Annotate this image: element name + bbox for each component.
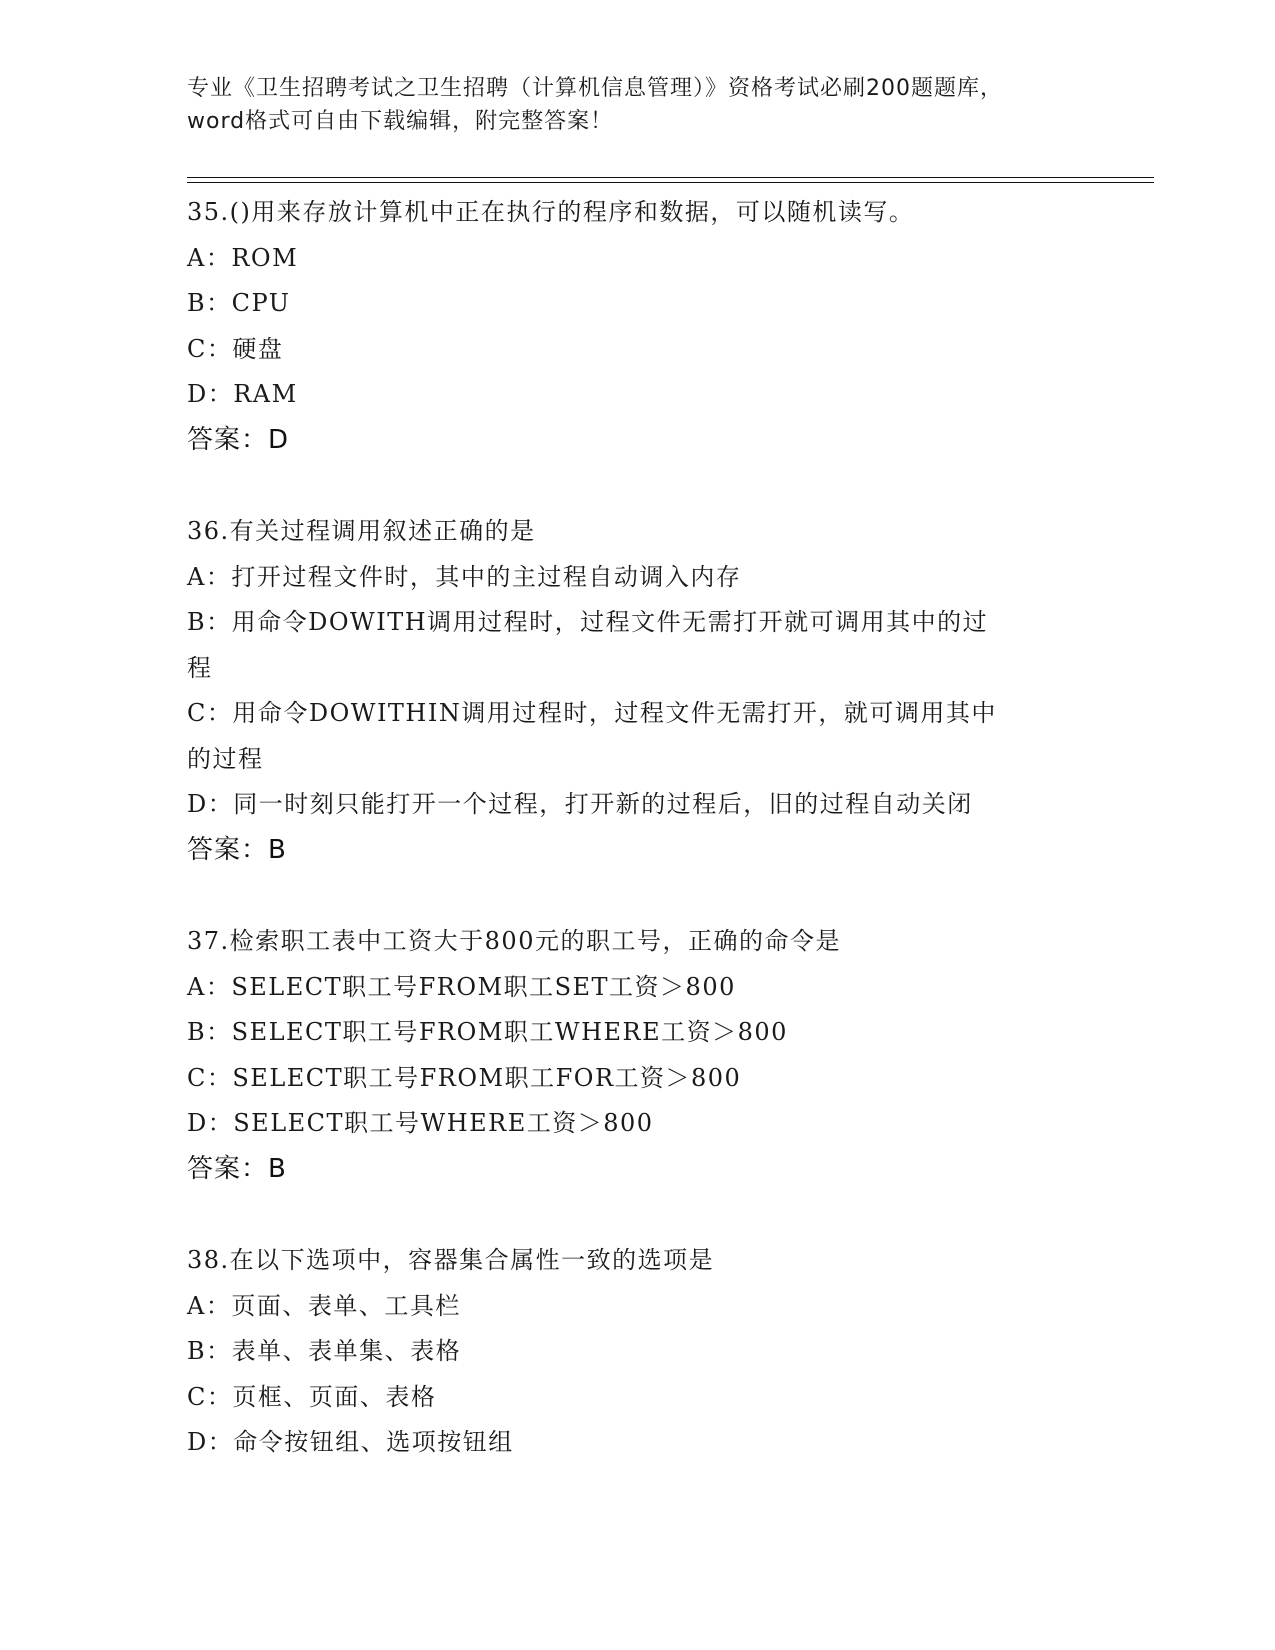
question-stem: 35.()用来存放计算机中正在执行的程序和数据，可以随机读写。	[187, 198, 915, 226]
option-c: C：硬盘	[187, 334, 284, 363]
option-b: B：CPU	[187, 289, 291, 317]
option-c: C：SELECT职工号FROM职工FOR工资＞800	[187, 1063, 742, 1092]
document-header	[187, 72, 1087, 138]
answer-line: 答案：B	[187, 1153, 287, 1184]
option-d: D：同一时刻只能打开一个过程，打开新的过程后，旧的过程自动关闭	[187, 790, 973, 818]
option-b: B：表单、表单集、表格	[187, 1337, 462, 1365]
option-d: D：命令按钮组、选项按钮组	[187, 1428, 514, 1456]
option-a: A：ROM	[187, 243, 299, 272]
option-b-continued: 程	[187, 653, 213, 682]
option-a: A：页面、表单、工具栏	[187, 1291, 461, 1320]
option-d: D：SELECT职工号WHERE工资＞800	[187, 1109, 654, 1137]
option-b: B：SELECT职工号FROM职工WHERE工资＞800	[187, 1018, 788, 1046]
option-c: C：页框、页面、表格	[187, 1382, 437, 1411]
question-stem: 38.在以下选项中，容器集合属性一致的选项是	[187, 1246, 715, 1274]
question-list	[187, 190, 1087, 1512]
option-c-continued: 的过程	[187, 744, 264, 773]
option-d: D：RAM	[187, 380, 298, 408]
question-36	[187, 509, 1087, 873]
question-stem: 37.检索职工表中工资大于800元的职工号，正确的命令是	[187, 927, 841, 955]
header-rule-top	[187, 177, 1154, 178]
option-b: B：用命令DOWITH调用过程时，过程文件无需打开就可调用其中的过	[187, 608, 989, 636]
question-35	[187, 190, 1087, 463]
question-stem: 36.有关过程调用叙述正确的是	[187, 517, 536, 545]
header-rule-bottom	[187, 182, 1154, 183]
header-line-1: 专业《卫生招聘考试之卫生招聘（计算机信息管理）》资格考试必刷200题题库，	[187, 76, 1003, 101]
option-a: A：SELECT职工号FROM职工SET工资＞800	[187, 972, 736, 1001]
answer-line: 答案：D	[187, 424, 290, 455]
header-line-2: word格式可自由下载编辑，附完整答案！	[187, 109, 614, 134]
option-c: C：用命令DOWITHIN调用过程时，过程文件无需打开，就可调用其中	[187, 699, 997, 727]
question-38	[187, 1238, 1087, 1466]
question-37	[187, 919, 1087, 1192]
option-a: A：打开过程文件时，其中的主过程自动调入内存	[187, 562, 742, 591]
answer-line: 答案：B	[187, 834, 287, 865]
